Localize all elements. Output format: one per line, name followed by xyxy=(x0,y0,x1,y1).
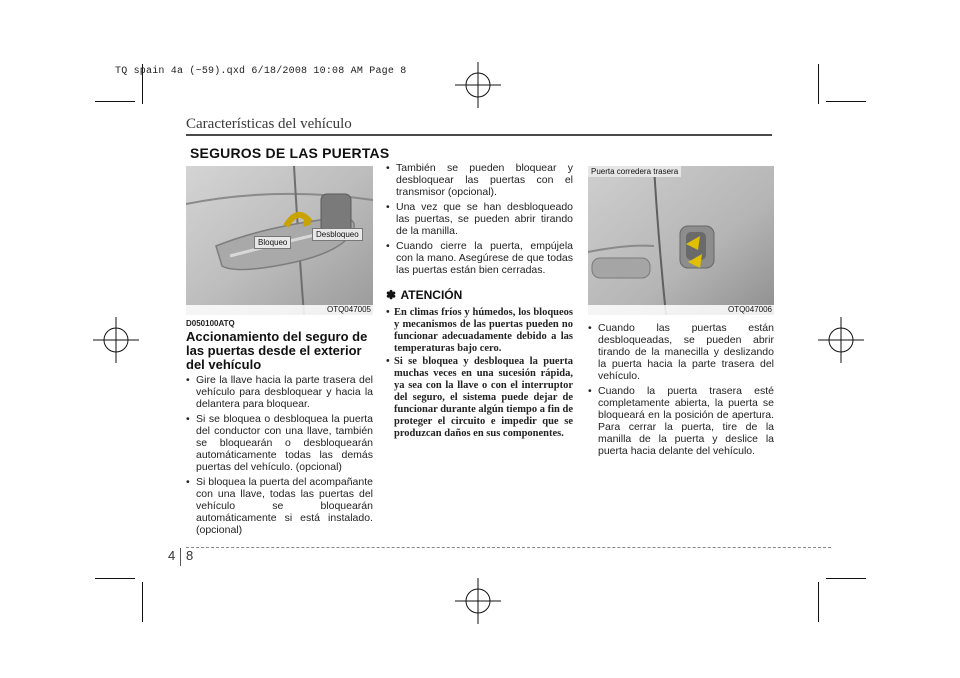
footer-rule xyxy=(186,547,831,548)
bullet-list xyxy=(588,322,774,457)
attention-list xyxy=(386,307,573,440)
chapter-number: 4 xyxy=(168,548,176,563)
list-item: • Cuando las puertas están desbloqueadas, se pueden abrir tirando de la manecilla y deslizando la puerta hacia la parte trasera del vehículo. xyxy=(588,322,774,382)
registration-mark-left xyxy=(93,317,139,363)
crop-mark xyxy=(95,578,135,579)
crop-mark xyxy=(95,101,135,102)
sliding-door-photo xyxy=(588,166,774,315)
list-item: • En climas fríos y húmedos, los bloqueos y mecanismos de las puertas pueden no funcionar adecuadamente debido a las temperaturas bajo cero. xyxy=(386,307,573,355)
list-item: • Si bloquea la puerta del acompañante con una llave, todas las puertas del vehículo se bloquearán automáticamente si está instalado. (opcional) xyxy=(186,476,373,536)
column-3 xyxy=(588,322,774,460)
registration-mark-right xyxy=(818,317,864,363)
registration-mark-top xyxy=(455,62,501,108)
unlock-label: Desbloqueo xyxy=(312,228,363,241)
column-2 xyxy=(386,162,573,441)
photo-code: OTQ047005 xyxy=(326,305,371,314)
crop-mark xyxy=(826,578,866,579)
page-number: 8 xyxy=(186,548,194,563)
crop-mark xyxy=(142,582,143,622)
page-number-separator xyxy=(180,548,181,566)
registration-mark-bottom xyxy=(455,578,501,624)
crop-mark xyxy=(818,64,819,104)
list-item: • Si se bloquea y desbloquea la puerta muchas veces en una sucesión rápida, ya sea con la llave o con el interruptor del seguro, el sistema puede dejar de funcionar durante algún tiempo a fin de proteger el circuito e impedir que se produzcan daños en sus componentes. xyxy=(386,356,573,440)
asterisk-icon: ✽ xyxy=(386,288,397,302)
subsection-heading: Accionamiento del seguro de las puertas desde el exterior del vehículo xyxy=(186,329,368,372)
attention-heading xyxy=(386,286,573,304)
attention-title: ATENCIÓN xyxy=(400,288,463,302)
list-item: • Cuando cierre la puerta, empújela con la mano. Asegúrese de que todas las puertas están bien cerradas. xyxy=(386,240,573,276)
list-item: • Una vez que se han desbloqueado las puertas, se pueden abrir tirando de la manilla. xyxy=(386,201,573,237)
bullet-list xyxy=(386,162,573,276)
photo-code: OTQ047006 xyxy=(727,305,772,314)
list-item: • Si se bloquea o desbloquea la puerta del conductor con una llave, también se bloquearán o desbloquearán automáticamente todas las demás puertas del vehículo. (opcional) xyxy=(186,413,373,473)
bullet-list xyxy=(186,374,373,536)
lock-label: Bloqueo xyxy=(254,236,291,249)
print-slug: TQ spain 4a (~59).qxd 6/18/2008 10:08 AM Page 8 xyxy=(115,66,407,77)
header-rule xyxy=(186,134,772,136)
crop-mark xyxy=(826,101,866,102)
running-title: Características del vehículo xyxy=(186,116,352,132)
column-1 xyxy=(186,319,373,539)
section-title: SEGUROS DE LAS PUERTAS xyxy=(190,145,390,161)
sliding-door-caption: Puerta corredera trasera xyxy=(588,166,681,177)
crop-mark xyxy=(818,582,819,622)
list-item: • También se pueden bloquear y desbloquear las puertas con el transmisor (opcional). xyxy=(386,162,573,198)
section-code: D050100ATQ xyxy=(186,319,235,328)
door-handle-photo xyxy=(186,166,373,315)
list-item: • Cuando la puerta trasera esté completamente abierta, la puerta se bloqueará en la posición de apertura. Para cerrar la puerta, tire de la manilla de la puerta y deslice la puerta hacia delante del vehículo. xyxy=(588,385,774,457)
list-item: • Gire la llave hacia la parte trasera del vehículo para desbloquear y hacia la delantera para bloquear. xyxy=(186,374,373,410)
